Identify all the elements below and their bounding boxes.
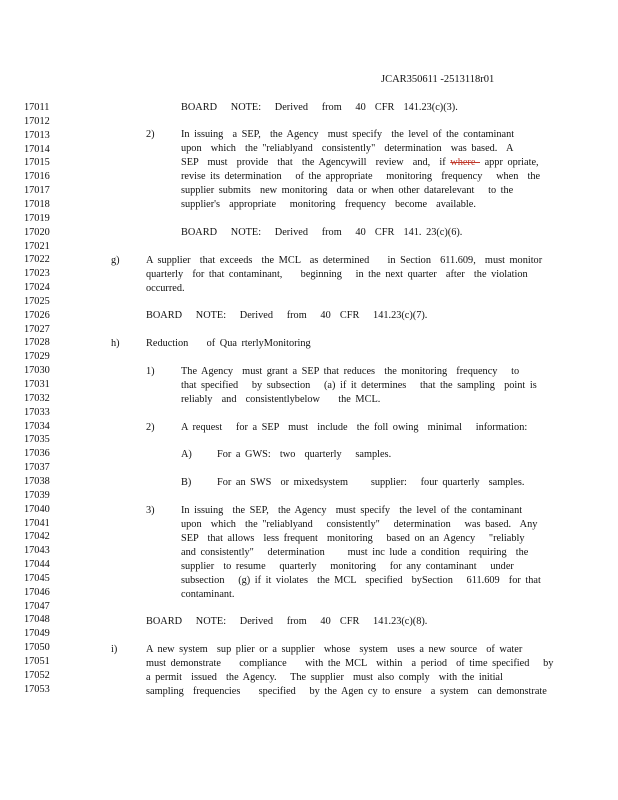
paragraph-line: revise its determination of the appropriate monitoring frequency when the: [181, 171, 541, 182]
paragraph-line: supplier submits new monitoring data or when other datarelevant to the: [181, 185, 514, 196]
line-number: 17034: [24, 420, 50, 432]
paragraph-line: occurred.: [146, 283, 185, 294]
line-number: 17014: [24, 143, 50, 155]
line-number: 17040: [24, 503, 50, 515]
line-number: 17015: [24, 157, 50, 169]
paragraph-line: The Agency must grant a SEP that reduces the monitoring frequency to: [181, 366, 520, 377]
paragraph-line: upon which the "reliablyand consistently" determination was based. Any: [181, 519, 538, 530]
list-marker: 2): [146, 129, 155, 140]
list-marker: h): [111, 338, 120, 349]
line-number: 17032: [24, 392, 50, 404]
line-number: 17035: [24, 434, 50, 446]
list-marker: 1): [146, 366, 155, 377]
line-number: 17042: [24, 531, 50, 543]
line-number: 17026: [24, 309, 50, 321]
line-number: 17031: [24, 379, 50, 390]
paragraph-line: SEP that allows less frequent monitoring based on an Agency "reliably: [181, 533, 525, 544]
paragraph-line: and consistently" determination must inc lude a condition requiring the: [181, 547, 529, 558]
paragraph-line: A request for a SEP must include the foll owing minimal information:: [181, 422, 528, 433]
line-number: 17044: [24, 559, 50, 571]
line-number: 17047: [24, 600, 50, 612]
paragraph-line: a permit issued the Agency. The supplier must also comply with the initial: [146, 672, 503, 683]
text-span: SEP must provide that the Agencywill review and, if: [181, 157, 451, 168]
text-span: appr opriate,: [480, 157, 539, 168]
paragraph-line: that specified by subsection (a) if it determines that the sampling point is: [181, 380, 537, 391]
board-note: BOARD NOTE: Derived from 40 CFR 141.23(c)(8).: [146, 616, 428, 627]
line-number: 17048: [24, 614, 50, 626]
line-number: 17013: [24, 129, 50, 141]
line-number: 17043: [24, 545, 50, 557]
paragraph-line: [181, 156, 539, 170]
line-number: 17024: [24, 282, 50, 294]
paragraph-line: reliably and consistentlybelow the MCL.: [181, 394, 381, 405]
line-number: 17051: [24, 656, 50, 667]
line-number: 17022: [24, 254, 50, 266]
line-number: 17045: [24, 572, 50, 584]
list-marker: B): [181, 477, 192, 488]
line-number: 17052: [24, 669, 50, 681]
paragraph-line: supplier's appropriate monitoring frequency become available.: [181, 199, 476, 210]
line-number: 17038: [24, 475, 50, 487]
line-number: 17017: [24, 185, 50, 197]
line-number: 17050: [24, 642, 50, 654]
paragraph-line: In issuing a SEP, the Agency must specify the level of the contaminant: [181, 129, 515, 140]
list-marker: g): [111, 255, 120, 266]
line-number: 17019: [24, 212, 50, 224]
list-marker: i): [111, 644, 118, 655]
line-number: 17029: [24, 351, 50, 363]
line-number: 17041: [24, 517, 50, 529]
line-number: 17012: [24, 115, 50, 127]
line-number: 17018: [24, 198, 50, 210]
paragraph-line: A new system sup plier or a supplier whose system uses a new source of water: [146, 644, 523, 655]
running-header: JCAR350611 -2513118r01: [381, 74, 495, 85]
line-number: 17030: [24, 365, 50, 377]
line-number: 17027: [24, 323, 50, 335]
paragraph-line: must demonstrate compliance with the MCL within a period of time specified by: [146, 658, 554, 669]
line-number: 17011: [24, 102, 50, 113]
paragraph-line: upon which the "reliablyand consistently" determination was based. A: [181, 143, 514, 154]
deleted-text: where: [450, 157, 480, 168]
line-number: 17033: [24, 406, 50, 418]
line-number: 17016: [24, 171, 50, 183]
board-note: BOARD NOTE: Derived from 40 CFR 141. 23(c)(6).: [181, 227, 463, 238]
list-marker: A): [181, 449, 192, 460]
paragraph-line: sampling frequencies specified by the Agen cy to ensure a system can demonstrate: [146, 686, 547, 697]
board-note: BOARD NOTE: Derived from 40 CFR 141.23(c)(7).: [146, 310, 428, 321]
line-number: 17046: [24, 586, 50, 598]
paragraph-line: In issuing the SEP, the Agency must specify the level of the contaminant: [181, 505, 523, 516]
paragraph-line: quarterly for that contaminant, beginning in the next quarter after the violation: [146, 269, 528, 280]
line-number: 17036: [24, 448, 50, 460]
section-heading: Reduction of Qua rterlyMonitoring: [146, 338, 311, 349]
line-number: 17020: [24, 226, 50, 238]
line-number: 17023: [24, 268, 50, 280]
line-number: 17021: [24, 240, 50, 252]
paragraph-line: subsection (g) if it violates the MCL specified bySection 611.609 for that: [181, 575, 541, 586]
board-note: BOARD NOTE: Derived from 40 CFR 141.23(c)(3).: [181, 102, 458, 113]
paragraph-line: A supplier that exceeds the MCL as determined in Section 611.609, must monitor: [146, 255, 543, 266]
line-number: 17025: [24, 295, 50, 307]
paragraph-line: contaminant.: [181, 589, 235, 600]
line-number: 17028: [24, 337, 50, 349]
line-number: 17049: [24, 628, 50, 640]
line-number: 17053: [24, 683, 50, 695]
paragraph-line: For an SWS or mixedsystem supplier: four quarterly samples.: [217, 477, 525, 488]
line-number: 17039: [24, 489, 50, 501]
list-marker: 3): [146, 505, 155, 516]
paragraph-line: supplier to resume quarterly monitoring for any contaminant under: [181, 561, 514, 572]
paragraph-line: For a GWS: two quarterly samples.: [217, 449, 392, 460]
line-number: 17037: [24, 462, 50, 474]
list-marker: 2): [146, 422, 155, 433]
